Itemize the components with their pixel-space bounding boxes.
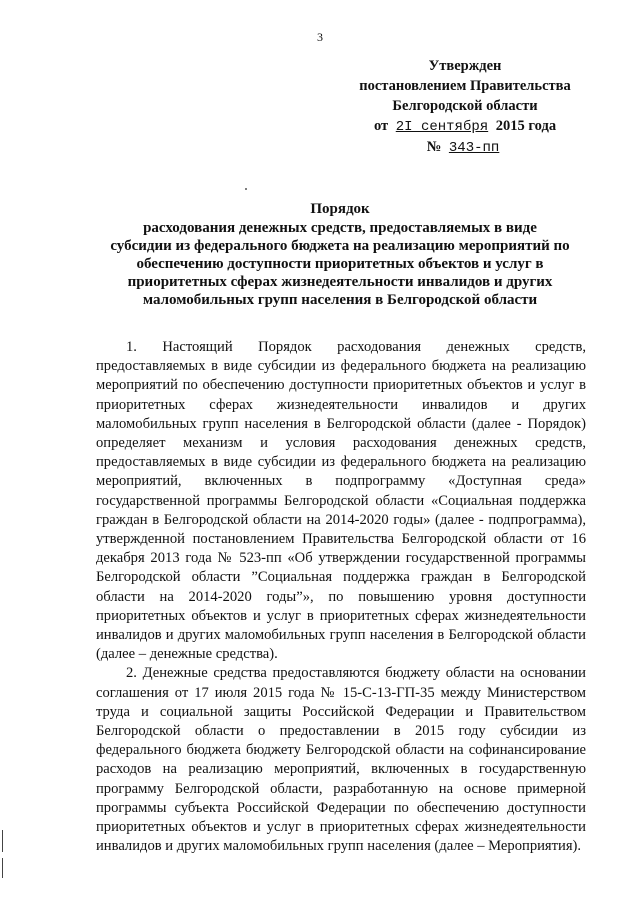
page-number: 3 (317, 30, 323, 44)
scan-margin-mark (2, 830, 3, 852)
date-prefix: от (373, 118, 389, 134)
handwritten-date: 2I сентября (395, 119, 489, 135)
approval-block (340, 56, 590, 158)
approval-line-3: Белгородской области (392, 98, 538, 114)
title-line: маломобильных групп населения в Белгородской области (142, 292, 538, 308)
title-line: субсидии из федерального бюджета на реализацию мероприятий по (110, 238, 570, 254)
paragraph-1: 1. Настоящий Порядок расходования денежных средств, предоставляемых в виде субсидии из федерального бюджета на реализацию мероприятий по обеспечению доступности приоритетных объектов и услуг в приоритетных сферах жизнедеятельности инвалидов и других маломобильных групп населения в Белгородской области (далее - Порядок) определяет механизм и условия расходования денежных средств, предоставляемых в виде субсидии из федерального бюджета на реализацию мероприятий, включенных в подпрограмму «Доступная среда» государственной программы Белгородской области «Социальная поддержка граждан в Белгородской области на 2014-2020 годы» (далее - подпрограмма), утвержденной постановлением Правительства Белгородской области от 16 декабря 2013 года № 523-пп «Об утверждении государственной программы Белгородской области ”Социальная поддержка граждан в Белгородской области на 2014-2020 годы”», по повышению уровня доступности приоритетных объектов и услуг в приоритетных сферах жизнедеятельности инвалидов и других маломобильных групп населения в Белгородской области (далее – денежные средства). (96, 339, 586, 663)
paragraph-2: 2. Денежные средства предоставляются бюджету области на основании соглашения от 17 июля 2015 года № 15-С-13-ГП-35 между Министерством труда и социальной защиты Российской Федерации и Правительством Белгородской области о предоставлении в 2015 году субсидии из федерального бюджета бюджету Белгородской области на софинансирование расходов на реализацию мероприятий, включенных в государственную программу Белгородской области, разработанную на основе примерной программы субъекта Российской Федерации по обеспечению доступности приоритетных объектов и услуг в приоритетных сферах жизнедеятельности инвалидов и других маломобильных групп населения (далее – Мероприятия). (96, 665, 586, 855)
approval-line-1: Утвержден (428, 58, 502, 74)
number-prefix: № (426, 139, 442, 155)
date-suffix: 2015 года (495, 118, 557, 134)
document-body (96, 338, 586, 856)
scan-margin-mark (2, 858, 3, 878)
title-heading: Порядок (310, 201, 370, 217)
approval-line-2: постановлением Правительства (359, 78, 571, 94)
approval-date (340, 116, 590, 137)
scan-speck (245, 188, 247, 190)
document-title (60, 200, 620, 309)
handwritten-number: 343-пп (448, 140, 500, 156)
title-line: приоритетных сферах жизнедеятельности инвалидов и других (127, 274, 553, 290)
title-line: расходования денежных средств, предоставляемых в виде (143, 220, 537, 236)
title-line: обеспечению доступности приоритетных объектов и услуг в (136, 256, 544, 272)
approval-number (340, 137, 590, 158)
